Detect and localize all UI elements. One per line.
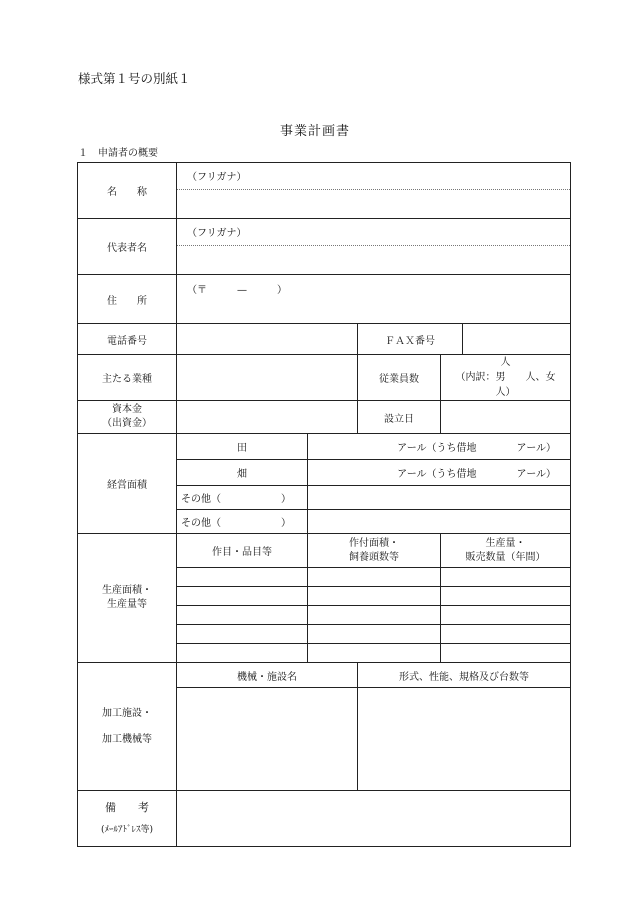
name-furigana-line[interactable] — [177, 163, 570, 190]
header-machine: 機械・施設名 — [177, 663, 358, 688]
label-production-line2: 生産量等 — [107, 599, 147, 610]
label-remarks-line1: 備 考 — [105, 800, 149, 814]
production-cell[interactable] — [441, 625, 571, 644]
label-remarks-line2: (ﾒｰﾙｱﾄﾞﾚｽ等) — [100, 824, 154, 835]
production-cell[interactable] — [177, 587, 308, 606]
area-row-label: 田 — [177, 434, 308, 460]
label-production-line1: 生産面積・ — [102, 585, 152, 596]
industry-field[interactable] — [177, 355, 358, 401]
section-label: 申請者の概要 — [98, 148, 158, 159]
address-field-cell[interactable] — [177, 275, 571, 324]
row-capital-established — [78, 401, 571, 434]
form-number: 様式第１号の別紙１ — [78, 71, 191, 86]
production-cell[interactable] — [308, 587, 441, 606]
rep-furigana-line[interactable] — [177, 219, 570, 246]
applicant-overview-table — [77, 162, 576, 847]
label-address: 住 所 — [78, 275, 177, 324]
area-row-label: 畑 — [177, 460, 308, 486]
area-row-value[interactable] — [308, 510, 571, 534]
row-remarks — [78, 791, 571, 847]
name-field-cell[interactable] — [177, 163, 571, 219]
header-production-qty-line1: 生産量・ — [485, 537, 526, 549]
label-employees: 従業員数 — [358, 355, 441, 401]
label-representative: 代表者名 — [78, 219, 177, 275]
rep-furigana-label: （フリガナ） — [187, 228, 247, 239]
row-area-paddy — [78, 434, 571, 460]
spec-field[interactable] — [358, 688, 571, 791]
label-fax: ＦＡＸ番号 — [358, 324, 463, 355]
employees-unit: 人 — [500, 357, 511, 368]
section-number: １ — [78, 148, 88, 159]
label-processing-line1: 加工施設・ — [102, 707, 152, 719]
header-planted-area-line1: 作付面積・ — [349, 537, 399, 549]
phone-field[interactable] — [177, 324, 358, 355]
header-crop: 作目・品目等 — [177, 534, 308, 568]
postal-code-label: （〒 — ） — [187, 284, 287, 296]
label-capital-line1: 資本金 — [112, 404, 142, 415]
production-cell[interactable] — [441, 587, 571, 606]
address-postal-area[interactable] — [177, 276, 570, 323]
representative-field-cell[interactable] — [177, 219, 571, 275]
fax-field[interactable] — [463, 324, 571, 355]
production-cell[interactable] — [308, 644, 441, 663]
row-address — [78, 275, 571, 324]
capital-field[interactable] — [177, 401, 358, 434]
area-row-value[interactable]: アール（うち借地 アール） — [308, 434, 571, 460]
header-planted-area — [308, 534, 441, 568]
production-cell[interactable] — [308, 625, 441, 644]
label-remarks — [78, 791, 177, 847]
area-row-label[interactable]: その他（ ） — [177, 510, 308, 534]
header-planted-area-line2: 飼養頭数等 — [349, 551, 399, 563]
row-phone-fax — [78, 324, 571, 355]
production-cell[interactable] — [308, 606, 441, 625]
label-production — [78, 534, 177, 663]
row-representative — [78, 219, 571, 275]
header-production-qty-line2: 販売数量（年間） — [465, 551, 546, 563]
remarks-field[interactable] — [177, 791, 571, 847]
label-name: 名 称 — [78, 163, 177, 219]
row-production-header — [78, 534, 571, 568]
row-industry-employees — [78, 355, 571, 401]
label-established: 設立日 — [358, 401, 441, 434]
row-name — [78, 163, 571, 219]
established-field[interactable] — [441, 401, 571, 434]
employees-breakdown: （内訳：男 人、女 人） — [455, 372, 576, 398]
production-cell[interactable] — [177, 606, 308, 625]
rep-input-area[interactable] — [177, 246, 570, 274]
name-input-area[interactable] — [177, 190, 570, 218]
area-row-value[interactable] — [308, 486, 571, 510]
header-spec: 形式、性能、規格及び台数等 — [358, 663, 571, 688]
area-row-value[interactable]: アール（うち借地 アール） — [308, 460, 571, 486]
production-cell[interactable] — [441, 644, 571, 663]
production-cell[interactable] — [177, 644, 308, 663]
production-cell[interactable] — [177, 625, 308, 644]
production-cell[interactable] — [441, 568, 571, 587]
employees-field[interactable] — [441, 355, 576, 401]
label-capital-line2: （出資金） — [102, 418, 152, 429]
header-production-qty — [441, 534, 571, 568]
name-furigana-label: （フリガナ） — [187, 172, 247, 183]
row-processing-header — [78, 663, 571, 688]
label-phone: 電話番号 — [78, 324, 177, 355]
label-management-area: 経営面積 — [78, 434, 177, 534]
label-industry: 主たる業種 — [78, 355, 177, 401]
document-title: 事業計画書 — [279, 124, 350, 139]
area-row-label[interactable]: その他（ ） — [177, 486, 308, 510]
section-heading — [78, 144, 158, 159]
label-capital — [78, 401, 177, 434]
production-cell[interactable] — [308, 568, 441, 587]
production-cell[interactable] — [177, 568, 308, 587]
label-processing — [78, 663, 177, 791]
machine-field[interactable] — [177, 688, 358, 791]
production-cell[interactable] — [441, 606, 571, 625]
label-processing-line2: 加工機械等 — [102, 733, 152, 745]
